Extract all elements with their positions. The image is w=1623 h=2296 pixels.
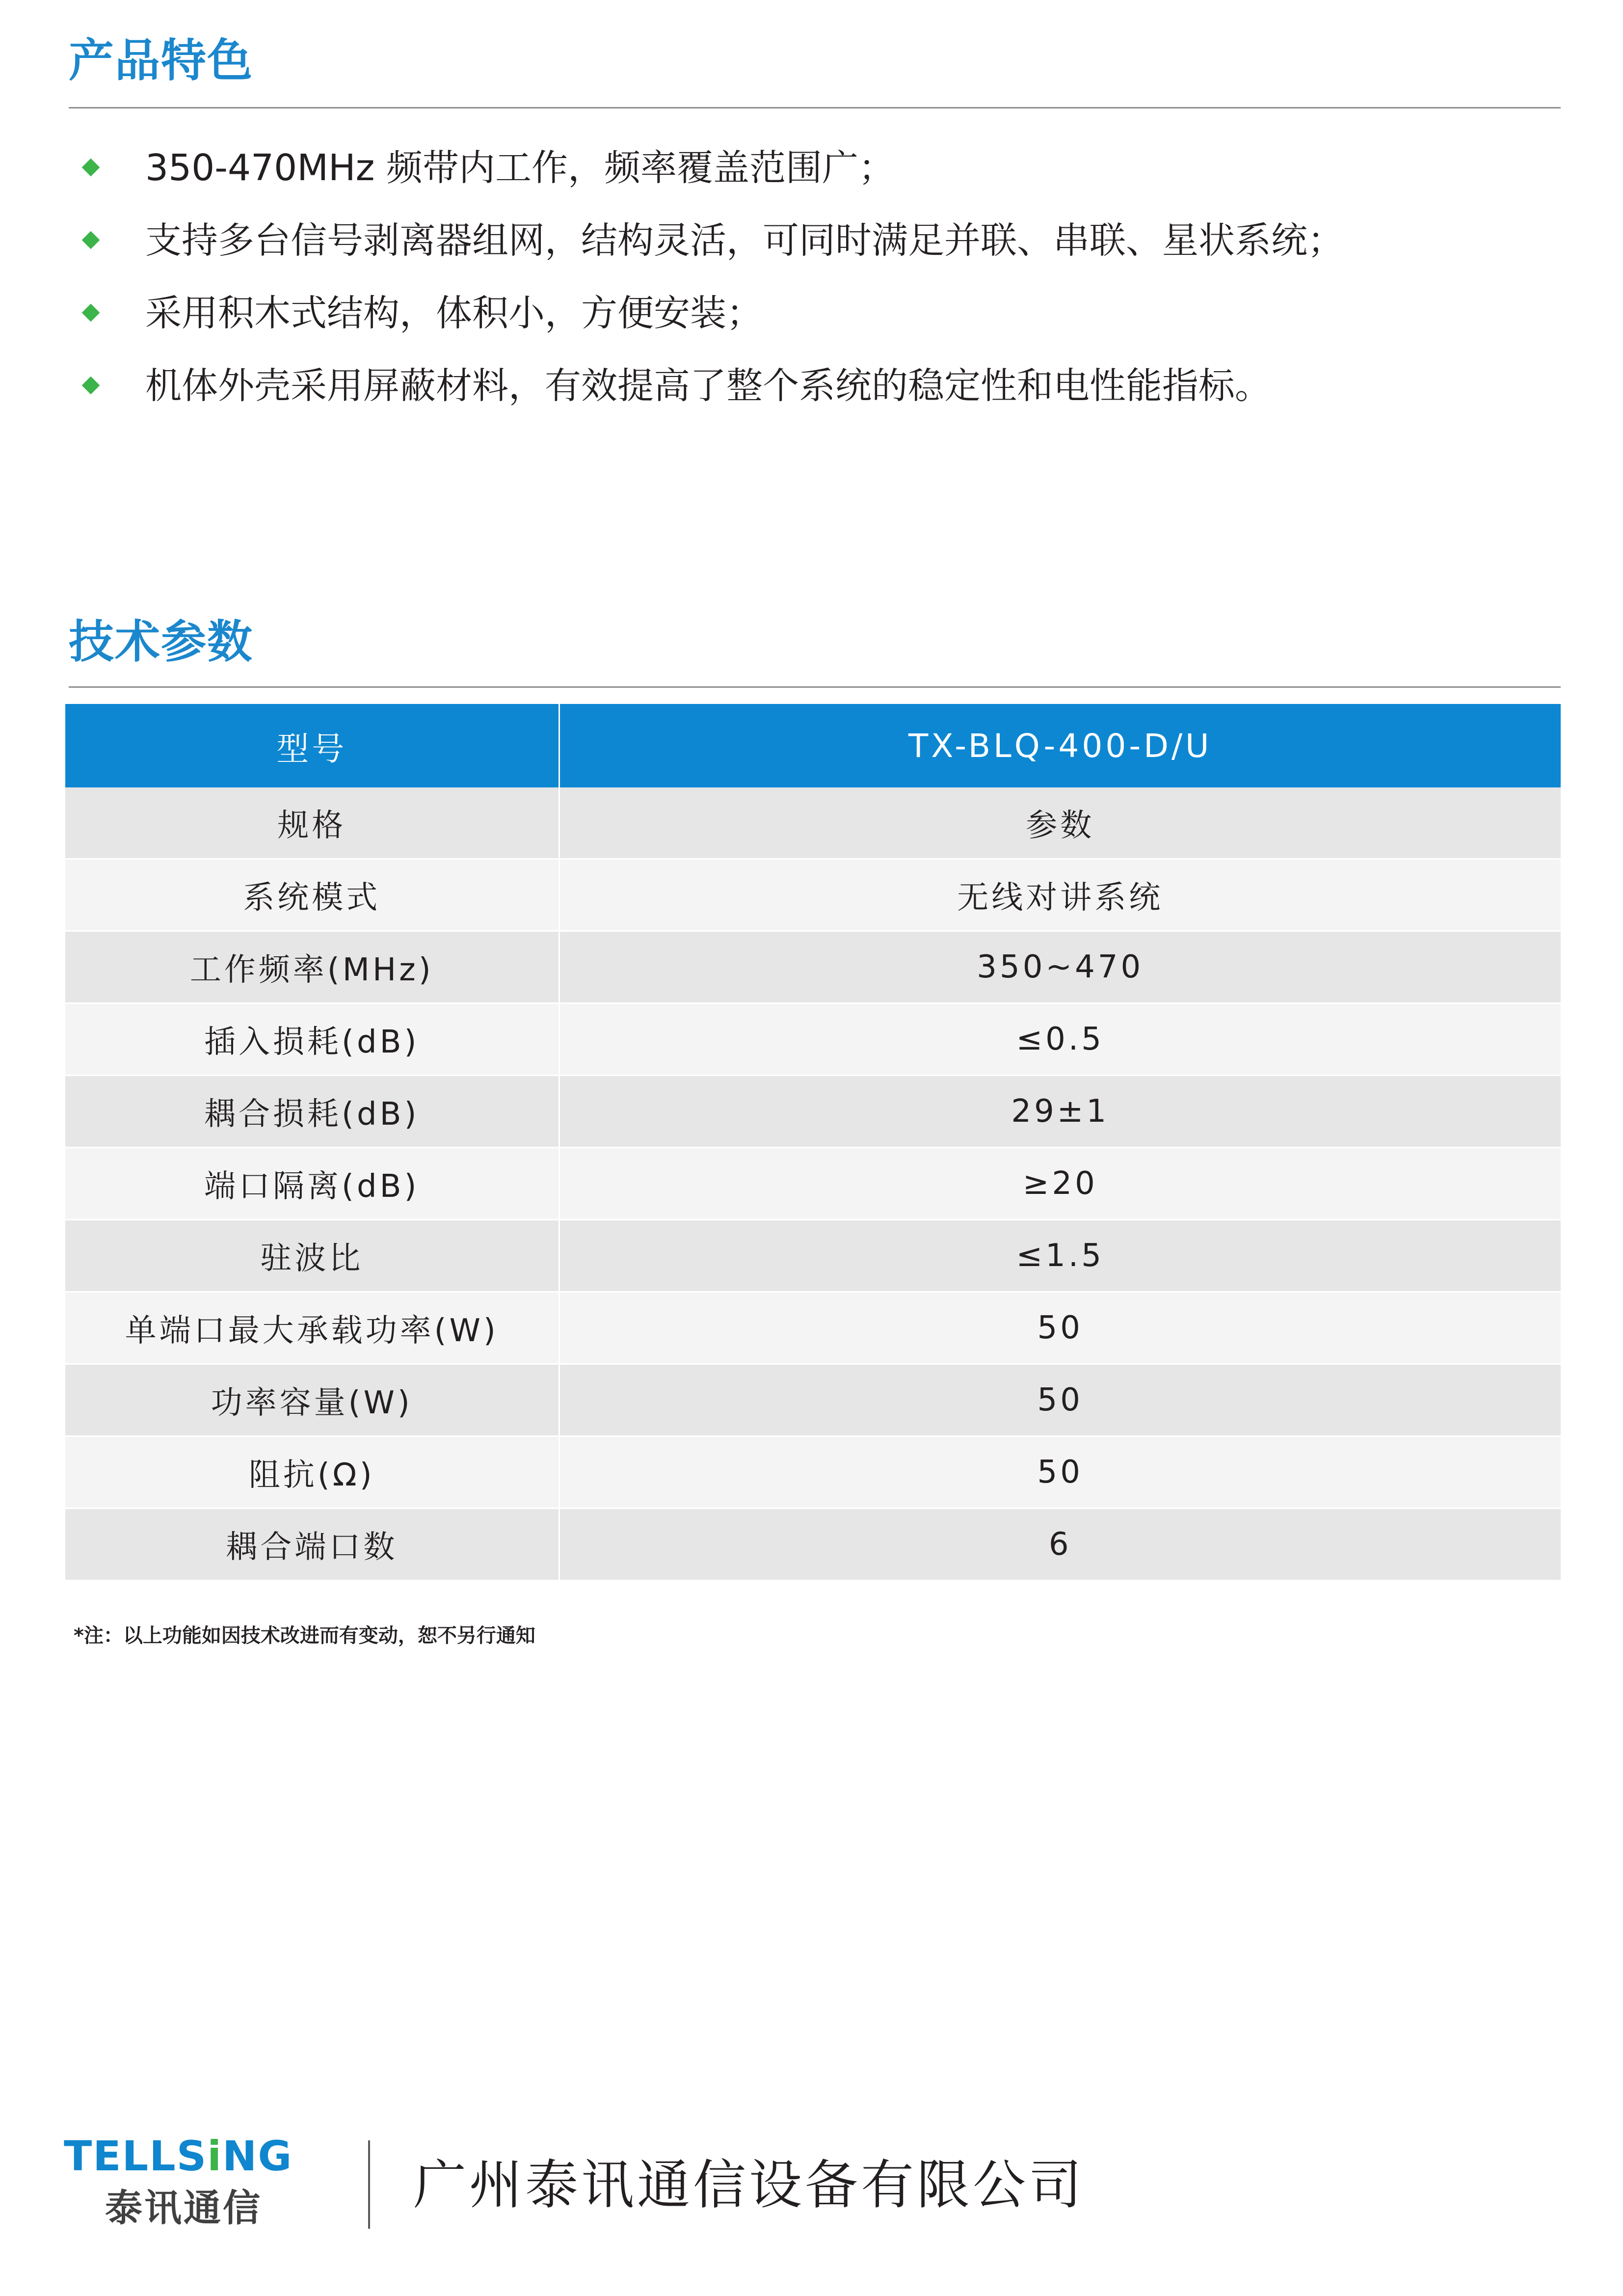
footer-divider <box>368 2140 370 2229</box>
diamond-bullet-icon <box>82 159 100 177</box>
spec-value: ≤1.5 <box>559 1220 1561 1292</box>
table-row <box>65 1364 1561 1436</box>
spec-table <box>65 704 1561 1581</box>
table-row <box>65 1148 1561 1220</box>
model-label: 型号 <box>65 704 559 787</box>
spec-label: 耦合端口数 <box>65 1509 559 1581</box>
spec-label: 驻波比 <box>65 1220 559 1292</box>
logo-wordmark: TELLSiNG <box>64 2132 293 2180</box>
spec-label: 工作频率(MHz) <box>65 931 559 1003</box>
table-row <box>65 1220 1561 1292</box>
table-row <box>65 931 1561 1003</box>
specs-title-rule <box>69 686 1561 688</box>
spec-value: 50 <box>559 1364 1561 1436</box>
features-title-rule <box>69 107 1561 108</box>
table-row <box>65 1292 1561 1364</box>
spec-value: 无线对讲系统 <box>559 859 1561 931</box>
table-row <box>65 1509 1561 1581</box>
spec-label: 功率容量(W) <box>65 1364 559 1436</box>
table-row <box>65 1076 1561 1148</box>
spec-label: 端口隔离(dB) <box>65 1148 559 1220</box>
table-row <box>65 1436 1561 1509</box>
specs-title: 技术参数 <box>69 616 254 668</box>
spec-label: 单端口最大承载功率(W) <box>65 1292 559 1364</box>
spec-value: 50 <box>559 1292 1561 1364</box>
table-row <box>65 1003 1561 1076</box>
feature-text: 采用积木式结构，体积小，方便安装； <box>145 292 763 334</box>
table-row <box>65 859 1561 931</box>
table-row <box>65 787 1561 859</box>
spec-label: 插入损耗(dB) <box>65 1003 559 1076</box>
spec-value: ≥20 <box>559 1148 1561 1220</box>
features-title: 产品特色 <box>69 34 254 87</box>
feature-text: 机体外壳采用屏蔽材料，有效提高了整个系统的稳定性和电性能指标。 <box>145 365 1271 407</box>
spec-label: 规格 <box>65 787 559 859</box>
model-value: TX-BLQ-400-D/U <box>559 704 1561 787</box>
spec-table-header <box>65 704 1561 787</box>
feature-text: 支持多台信号剥离器组网，结构灵活，可同时满足并联、串联、星状系统； <box>145 219 1344 262</box>
logo-chinese-name: 泰讯通信 <box>105 2186 262 2230</box>
disclaimer-note: *注：以上功能如因技术改进而有变动，恕不另行通知 <box>74 1624 535 1647</box>
diamond-bullet-icon <box>82 231 100 249</box>
spec-label: 阻抗(Ω) <box>65 1436 559 1509</box>
diamond-bullet-icon <box>82 377 100 395</box>
spec-label: 耦合损耗(dB) <box>65 1076 559 1148</box>
footer <box>64 2126 1144 2248</box>
diamond-bullet-icon <box>82 304 100 322</box>
company-name: 广州泰讯通信设备有限公司 <box>413 2155 1085 2216</box>
spec-value: 参数 <box>559 787 1561 859</box>
company-logo <box>64 2126 329 2248</box>
spec-value: 29±1 <box>559 1076 1561 1148</box>
spec-value: 6 <box>559 1509 1561 1581</box>
spec-value: 50 <box>559 1436 1561 1509</box>
spec-label: 系统模式 <box>65 859 559 931</box>
spec-value: 350~470 <box>559 931 1561 1003</box>
feature-text: 350-470MHz 频带内工作，频率覆盖范围广； <box>145 147 895 189</box>
spec-value: ≤0.5 <box>559 1003 1561 1076</box>
